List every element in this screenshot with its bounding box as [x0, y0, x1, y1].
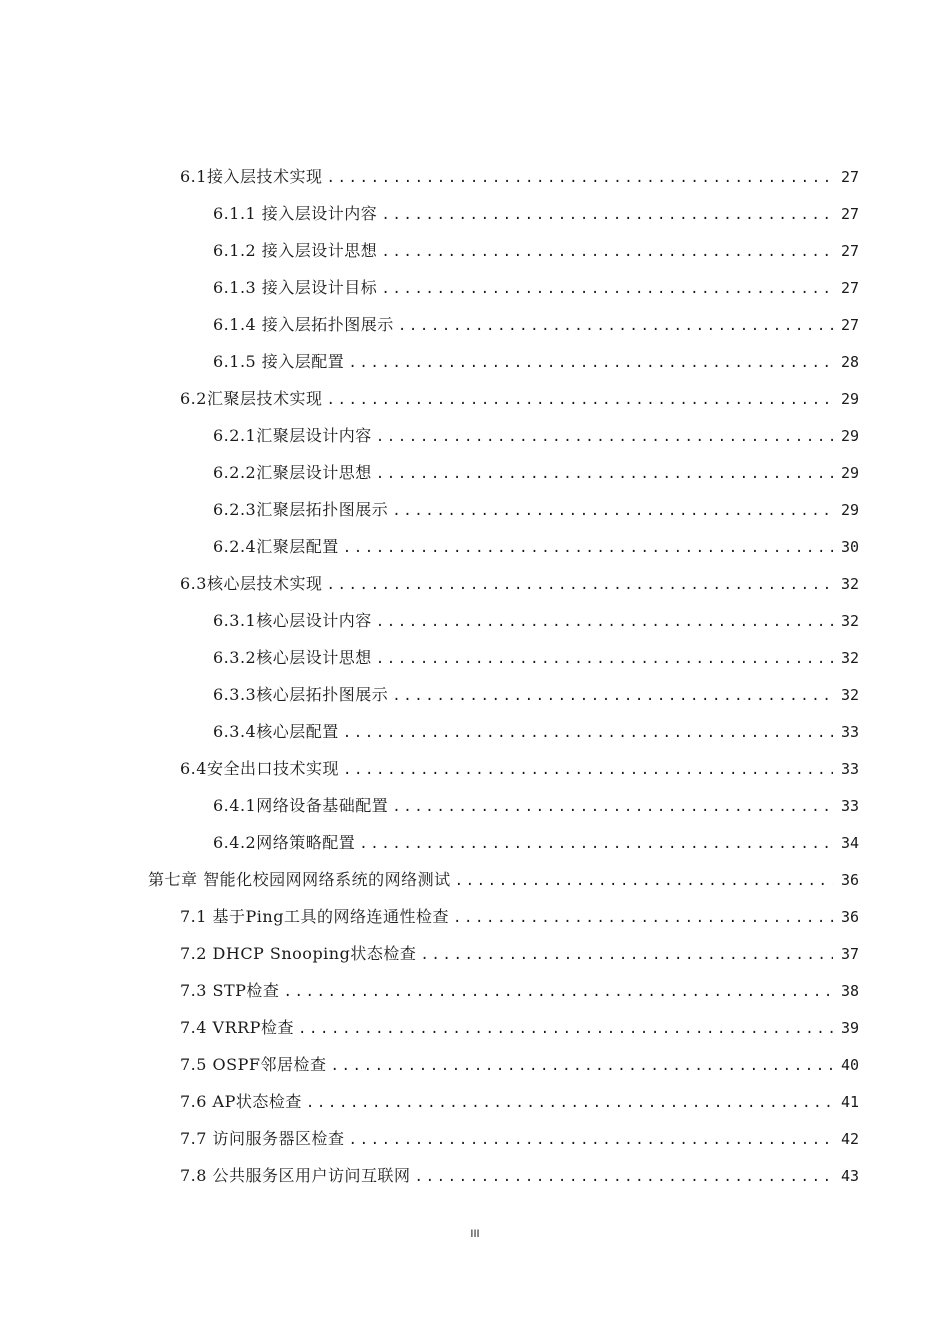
toc-dot-leader — [343, 752, 833, 789]
toc-dot-leader — [349, 1122, 833, 1159]
toc-entry-page-number: 28 — [840, 353, 859, 371]
toc-entry[interactable] — [0, 750, 950, 787]
toc-entry-title: 6.2.2汇聚层设计思想 — [213, 463, 372, 482]
toc-entry-page-number: 27 — [840, 242, 859, 260]
toc-dot-leader — [326, 382, 833, 419]
toc-dot-leader — [392, 789, 833, 826]
toc-entry-page-number: 38 — [840, 982, 859, 1000]
toc-entry-title: 7.6 AP状态检查 — [180, 1092, 302, 1111]
toc-entry-title: 6.2汇聚层技术实现 — [180, 389, 323, 408]
toc-entry-page-number: 27 — [840, 205, 859, 223]
toc-entry[interactable] — [0, 861, 950, 898]
toc-entry-title: 6.3核心层技术实现 — [180, 574, 323, 593]
toc-entry-page-number: 40 — [840, 1056, 859, 1074]
table-of-contents — [0, 158, 950, 1194]
toc-entry[interactable] — [0, 676, 950, 713]
toc-entry-page-number: 36 — [840, 871, 859, 889]
toc-entry-page-number: 39 — [840, 1019, 859, 1037]
toc-entry-page-number: 34 — [840, 834, 859, 852]
toc-dot-leader — [455, 863, 833, 900]
toc-entry-title: 6.3.4核心层配置 — [213, 722, 339, 741]
toc-dot-leader — [326, 160, 833, 197]
toc-dot-leader — [376, 604, 833, 641]
toc-entry-page-number: 37 — [840, 945, 859, 963]
toc-entry-title: 6.3.3核心层拓扑图展示 — [213, 685, 389, 704]
toc-entry-page-number: 42 — [840, 1130, 859, 1148]
toc-entry[interactable] — [0, 1083, 950, 1120]
toc-entry[interactable] — [0, 491, 950, 528]
toc-entry[interactable] — [0, 306, 950, 343]
toc-dot-leader — [381, 271, 833, 308]
toc-entry-page-number: 29 — [840, 390, 859, 408]
toc-entry-title: 6.4安全出口技术实现 — [180, 759, 339, 778]
toc-entry-title: 7.5 OSPF邻居检查 — [180, 1055, 327, 1074]
toc-entry-title: 7.3 STP检查 — [180, 981, 280, 1000]
toc-dot-leader — [343, 715, 833, 752]
toc-entry-title: 6.2.1汇聚层设计内容 — [213, 426, 372, 445]
toc-entry-page-number: 29 — [840, 501, 859, 519]
toc-entry[interactable] — [0, 1009, 950, 1046]
toc-entry-title: 7.2 DHCP Snooping状态检查 — [180, 944, 417, 963]
toc-entry-title: 6.2.4汇聚层配置 — [213, 537, 339, 556]
toc-entry-title: 7.1 基于Ping工具的网络连通性检查 — [180, 907, 449, 926]
toc-entry-page-number: 30 — [840, 538, 859, 556]
toc-entry[interactable] — [0, 195, 950, 232]
toc-entry-page-number: 32 — [840, 612, 859, 630]
toc-entry-title: 7.4 VRRP检查 — [180, 1018, 294, 1037]
toc-dot-leader — [306, 1085, 833, 1122]
toc-entry[interactable] — [0, 787, 950, 824]
toc-dot-leader — [392, 678, 833, 715]
toc-entry[interactable] — [0, 232, 950, 269]
toc-dot-leader — [348, 345, 833, 382]
toc-entry-page-number: 27 — [840, 168, 859, 186]
toc-dot-leader — [283, 974, 833, 1011]
page-number: III — [470, 1228, 480, 1240]
toc-entry[interactable] — [0, 713, 950, 750]
toc-entry[interactable] — [0, 824, 950, 861]
toc-entry-title: 6.1.3 接入层设计目标 — [213, 278, 378, 297]
toc-entry[interactable] — [0, 972, 950, 1009]
toc-entry[interactable] — [0, 565, 950, 602]
toc-entry-page-number: 41 — [840, 1093, 859, 1111]
toc-entry-title: 6.1.5 接入层配置 — [213, 352, 345, 371]
toc-dot-leader — [326, 567, 833, 604]
toc-entry[interactable] — [0, 602, 950, 639]
toc-entry-title: 7.7 访问服务器区检查 — [180, 1129, 345, 1148]
toc-entry-page-number: 33 — [840, 760, 859, 778]
toc-entry[interactable] — [0, 639, 950, 676]
toc-entry-title: 6.3.1核心层设计内容 — [213, 611, 372, 630]
toc-entry-page-number: 32 — [840, 686, 859, 704]
toc-entry-title: 6.2.3汇聚层拓扑图展示 — [213, 500, 389, 519]
toc-entry-page-number: 33 — [840, 723, 859, 741]
toc-dot-leader — [343, 530, 833, 567]
toc-dot-leader — [381, 234, 833, 271]
toc-dot-leader — [420, 937, 833, 974]
toc-dot-leader — [376, 641, 833, 678]
toc-entry[interactable] — [0, 1120, 950, 1157]
toc-entry-page-number: 27 — [840, 316, 859, 334]
toc-entry-title: 7.8 公共服务区用户访问互联网 — [180, 1166, 411, 1185]
toc-entry[interactable] — [0, 454, 950, 491]
toc-entry[interactable] — [0, 528, 950, 565]
toc-dot-leader — [415, 1159, 833, 1196]
toc-entry[interactable] — [0, 269, 950, 306]
toc-dot-leader — [330, 1048, 833, 1085]
toc-dot-leader — [381, 197, 833, 234]
toc-entry[interactable] — [0, 898, 950, 935]
toc-entry[interactable] — [0, 417, 950, 454]
toc-dot-leader — [359, 826, 833, 863]
toc-entry[interactable] — [0, 343, 950, 380]
toc-entry-title: 6.1.1 接入层设计内容 — [213, 204, 378, 223]
toc-entry-page-number: 29 — [840, 464, 859, 482]
toc-entry[interactable] — [0, 935, 950, 972]
toc-entry-title: 6.3.2核心层设计思想 — [213, 648, 372, 667]
toc-entry[interactable] — [0, 1046, 950, 1083]
toc-entry-title: 第七章 智能化校园网网络系统的网络测试 — [148, 870, 451, 889]
toc-entry-title: 6.4.2网络策略配置 — [213, 833, 356, 852]
toc-dot-leader — [376, 419, 833, 456]
toc-entry-page-number: 32 — [840, 649, 859, 667]
toc-entry-page-number: 33 — [840, 797, 859, 815]
toc-entry-title: 6.1.4 接入层拓扑图展示 — [213, 315, 394, 334]
toc-entry[interactable] — [0, 380, 950, 417]
toc-entry[interactable] — [0, 1157, 950, 1194]
toc-dot-leader — [398, 308, 833, 345]
toc-entry-page-number: 32 — [840, 575, 859, 593]
toc-entry-page-number: 36 — [840, 908, 859, 926]
toc-entry-page-number: 29 — [840, 427, 859, 445]
toc-entry-title: 6.1接入层技术实现 — [180, 167, 323, 186]
toc-dot-leader — [376, 456, 833, 493]
toc-dot-leader — [453, 900, 833, 937]
toc-entry-title: 6.1.2 接入层设计思想 — [213, 241, 378, 260]
toc-dot-leader — [298, 1011, 833, 1048]
toc-entry-title: 6.4.1网络设备基础配置 — [213, 796, 389, 815]
toc-entry-page-number: 43 — [840, 1167, 859, 1185]
toc-entry[interactable] — [0, 158, 950, 195]
toc-entry-page-number: 27 — [840, 279, 859, 297]
toc-dot-leader — [392, 493, 833, 530]
